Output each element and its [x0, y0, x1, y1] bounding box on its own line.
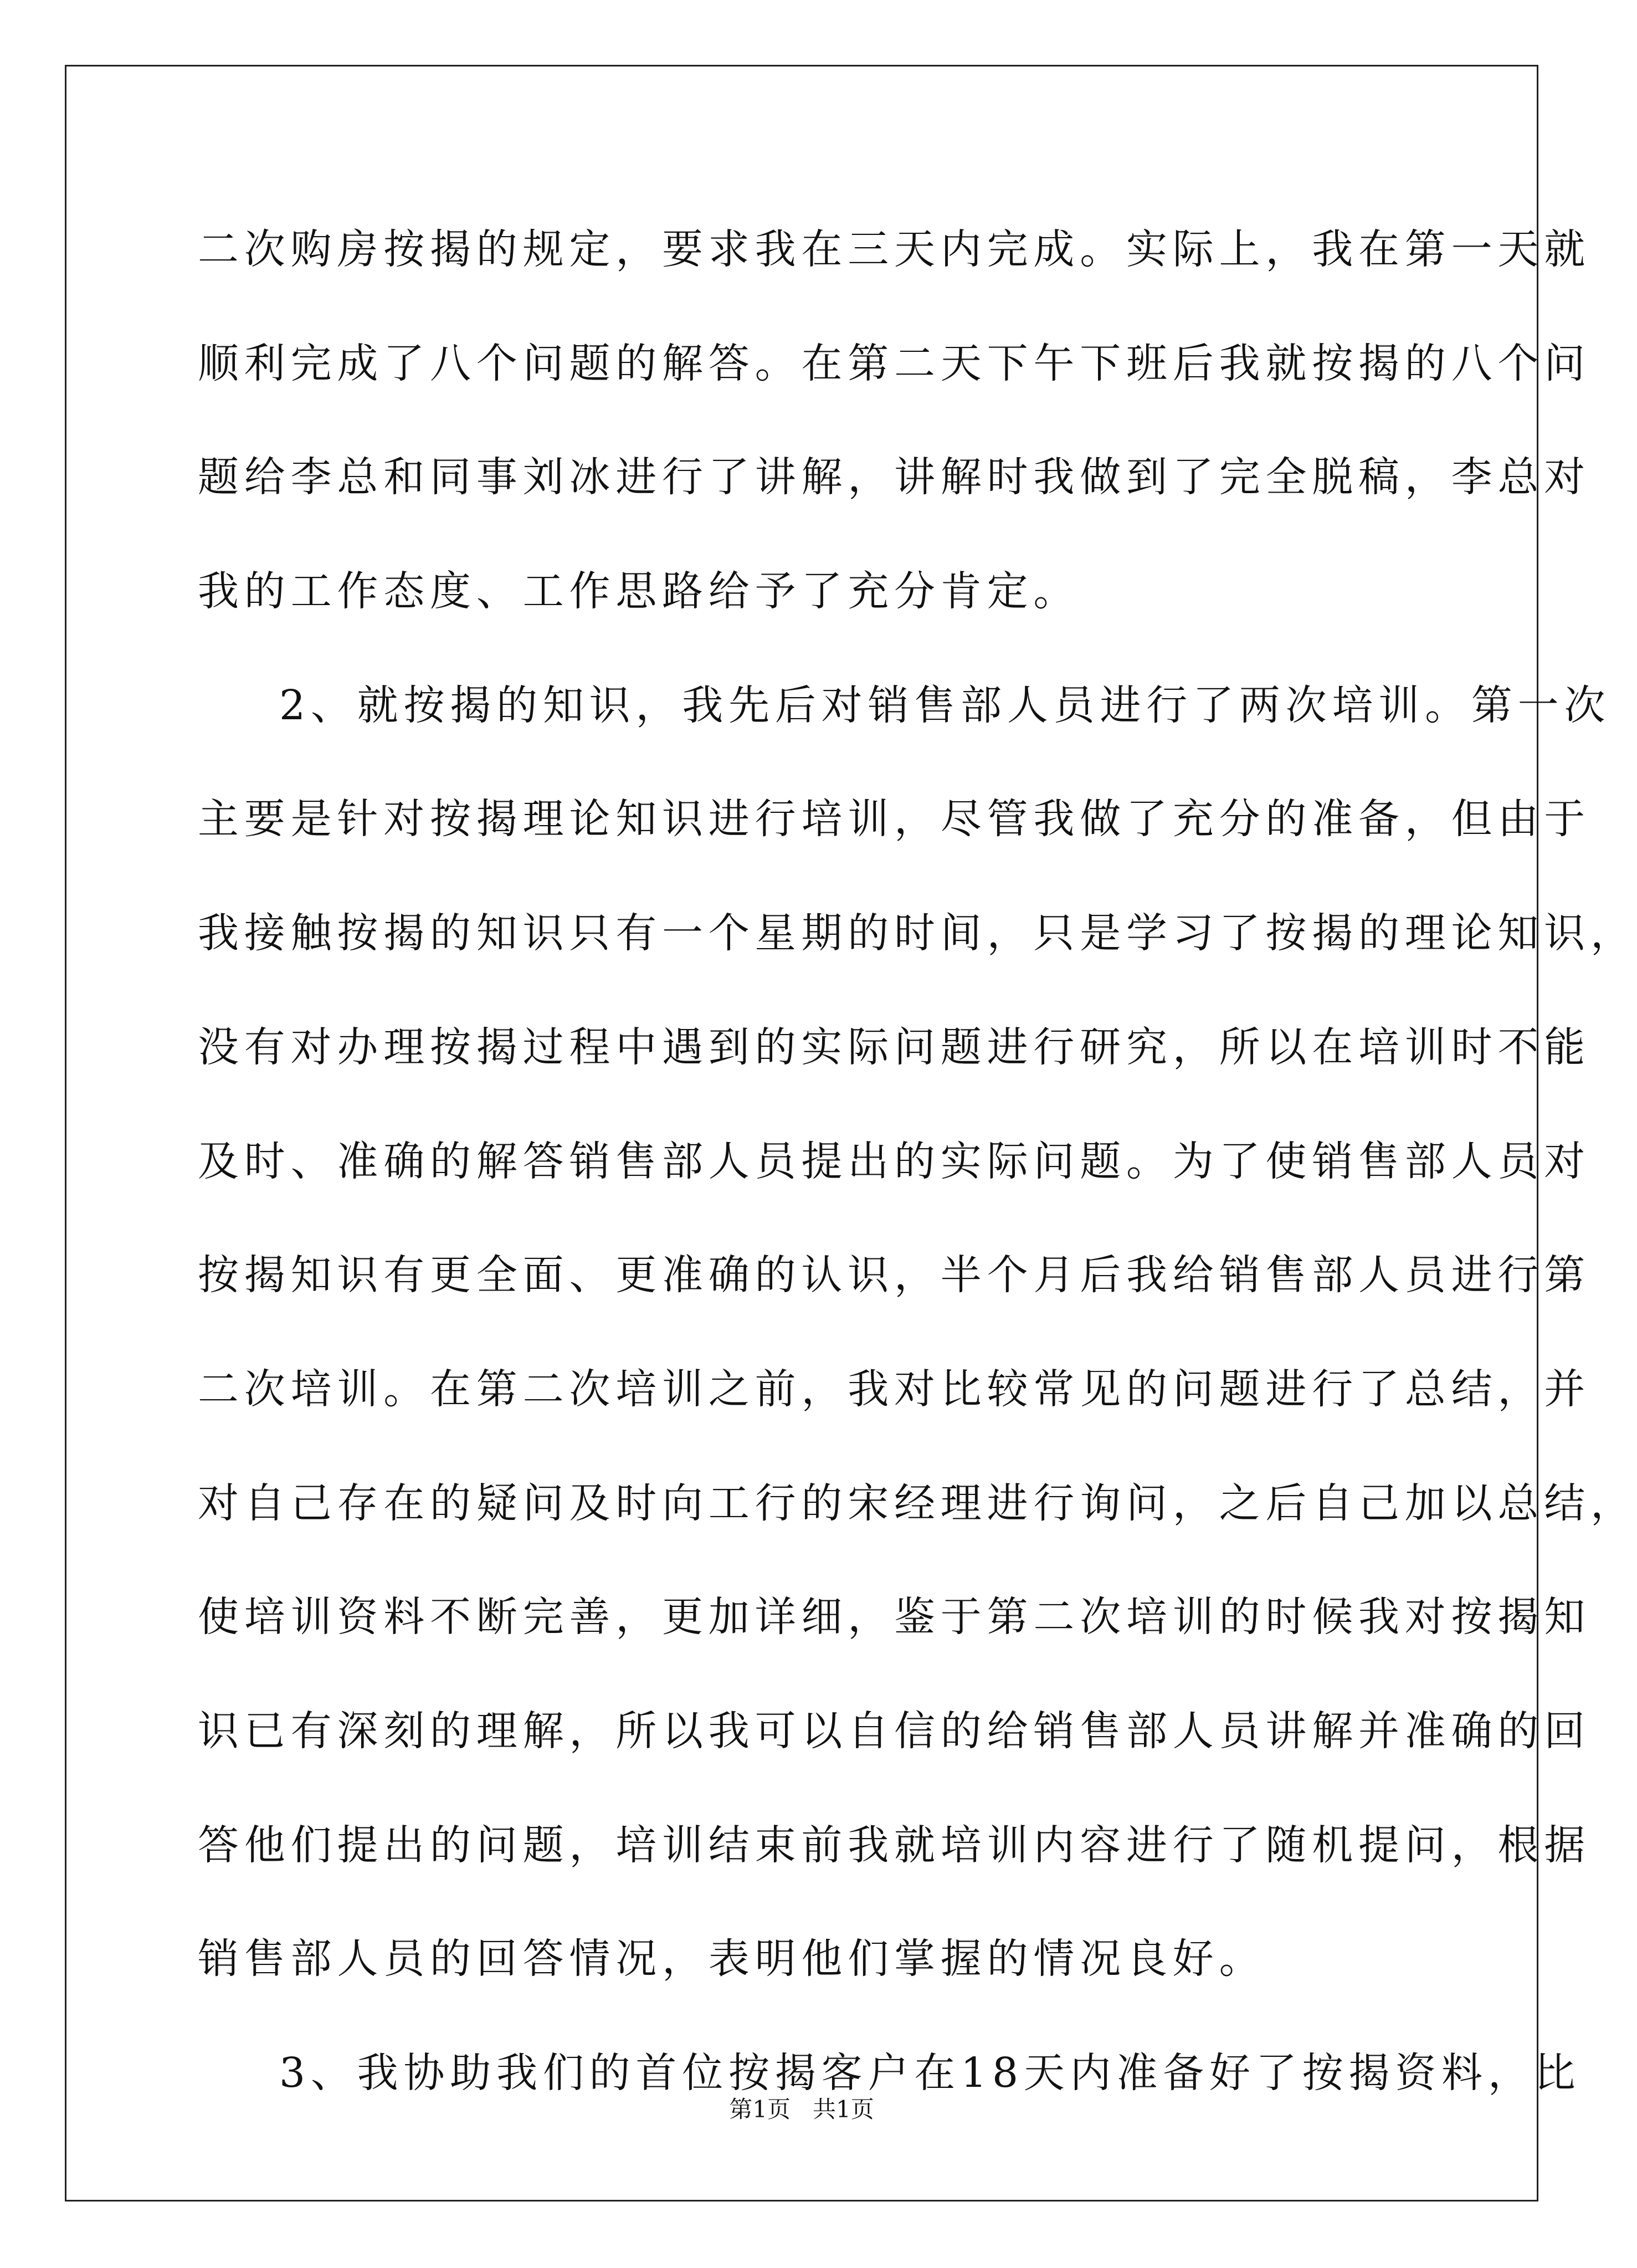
text-line: 销售部人员的回答情况，表明他们掌握的情况良好。: [198, 1935, 1266, 1983]
text-line: 二次培训。在第二次培训之前，我对比较常见的问题进行了总结，并: [198, 1365, 1590, 1413]
text-line: 识已有深刻的理解，所以我可以自信的给销售部人员讲解并准确的回: [198, 1707, 1590, 1755]
text-line: 答他们提出的问题，培训结束前我就培训内容进行了随机提问，根据: [198, 1821, 1590, 1869]
text-line: 顺利完成了八个问题的解答。在第二天下午下班后我就按揭的八个问: [198, 339, 1590, 387]
text-line: 我接触按揭的知识只有一个星期的时间，只是学习了按揭的理论知识，: [198, 909, 1637, 958]
text-line: 使培训资料不断完善，更加详细，鉴于第二次培训的时候我对按揭知: [198, 1593, 1590, 1641]
text-line: 及时、准确的解答销售部人员提出的实际问题。为了使销售部人员对: [198, 1137, 1590, 1185]
text-line: 2、就按揭的知识，我先后对销售部人员进行了两次培训。第一次: [279, 681, 1611, 729]
paragraph: [198, 208, 1590, 664]
text-line: 二次购房按揭的规定，要求我在三天内完成。实际上，我在第一天就: [198, 226, 1590, 273]
paragraph: [198, 2031, 1581, 2146]
document-body: [198, 208, 1637, 2146]
text-line: 按揭知识有更全面、更准确的认识，半个月后我给销售部人员进行第: [198, 1251, 1590, 1299]
text-line: 没有对办理按揭过程中遇到的实际问题进行研究，所以在培训时不能: [198, 1023, 1590, 1071]
page-footer: 第1页 共1页: [729, 2096, 874, 2123]
text-line: 主要是针对按揭理论知识进行培训，尽管我做了充分的准备，但由于: [198, 795, 1590, 843]
text-line: 对自己存在的疑问及时向工行的宋经理进行询问，之后自己加以总结，: [198, 1479, 1637, 1527]
text-line: 我的工作态度、工作思路给予了充分肯定。: [198, 567, 1080, 616]
text-line: 题给李总和同事刘冰进行了讲解，讲解时我做到了完全脱稿，李总对: [198, 453, 1590, 501]
paragraph: [198, 664, 1637, 2031]
text-line: 3、我协助我们的首位按揭客户在18天内准备好了按揭资料，比: [279, 2049, 1581, 2097]
